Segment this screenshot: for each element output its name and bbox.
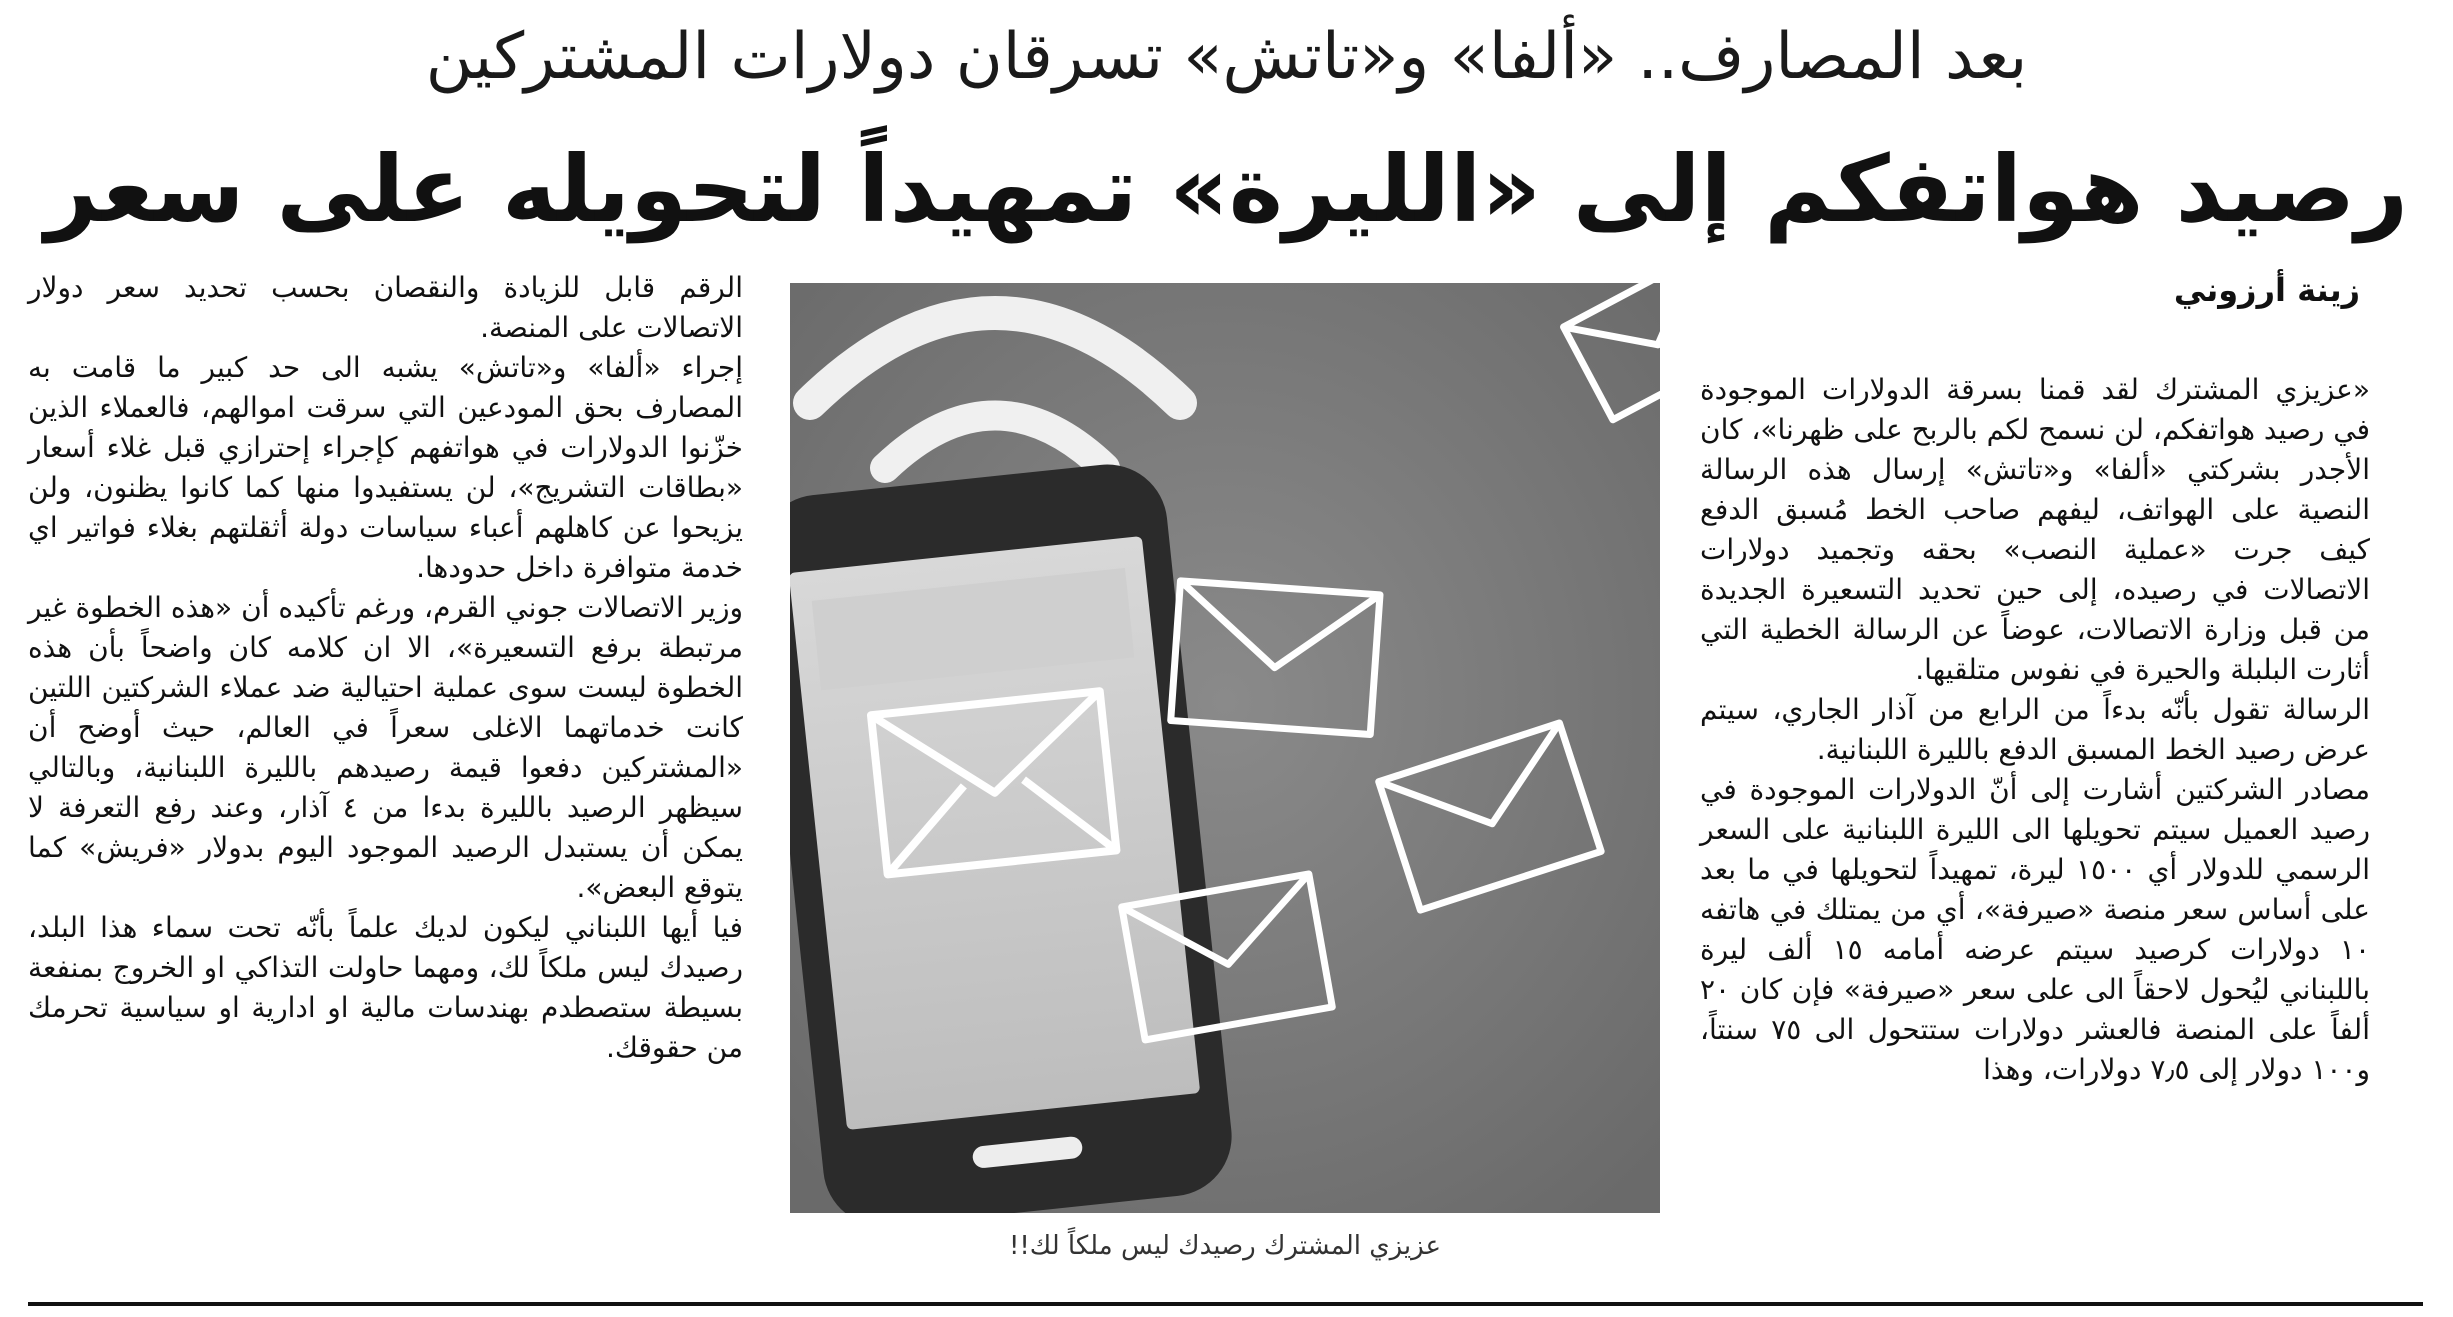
paragraph: الرقم قابل للزيادة والنقصان بحسب تحديد سعر دولار الاتصالات على المنصة. xyxy=(28,271,743,344)
smartphone-icon xyxy=(790,459,1238,1213)
article-column-right xyxy=(1700,370,2370,1090)
paragraph: إجراء «ألفا» و«تاتش» يشبه الى حد كبير ما قامت به المصارف بحق المودعين التي سرقت اموالهم، فالعملاء الذين خزّنوا الدولارات في هواتفهم كإجراء إحترازي قبل غلاء أسعار «بطاقات التشريج»، لن يستفيدوا منها كما كانوا يظنون، ولن يزيحوا عن كاهلهم أعباء سياسات دولة أثقلتهم بغلاء فواتير اي خدمة متوافرة داخل حدودها. xyxy=(28,351,743,584)
author-byline: زينة أرزوني xyxy=(2173,271,2360,309)
paragraph: وزير الاتصالات جوني القرم، ورغم تأكيده أن «هذه الخطوة غير مرتبطة برفع التسعيرة»، الا ان كلامه كان واضحاً بأن هذه الخطوة ليست سوى عملية احتيالية ضد عملاء الشركتين اللتين كانت خدماتهما الاغلى سعراً في العالم، حيث أوضح أن «المشتركين دفعوا قيمة رصيدهم بالليرة اللبنانية، وبالتالي سيظهر الرصيد بالليرة بدءا من ٤ آذار، وعند رفع التعرفة لا يمكن أن يستبدل الرصيد الموجود اليوم بدولار «فريش» كما يتوقع البعض». xyxy=(28,591,744,904)
article-photo xyxy=(790,283,1660,1213)
article-column-left xyxy=(28,268,743,1068)
article-headline: رصيد هواتفكم إلى «الليرة» تمهيداً لتحويله على سعر xyxy=(44,136,2409,243)
paragraph: مصادر الشركتين أشارت إلى أنّ الدولارات الموجودة في رصيد العميل سيتم تحويلها الى الليرة اللبنانية على السعر الرسمي للدولار أي ١٥٠٠ ليرة، تمهيداً لتحويلها في ما بعد على أساس سعر منصة «صيرفة»، أي من يمتلك في هاتفه ١٠ دولارات كرصيد سيتم عرضه أمامه ١٥ ألف ليرة باللبناني ليُحول لاحقاً الى على سعر «صيرفة» فإن كان ٢٠ ألفاً على المنصة فالعشر دولارات ستتحول الى ٧٥ سنتاً، و١٠٠ دولار إلى ٧٫٥ دولارات، وهذا xyxy=(1700,773,2370,1086)
paragraph: فيا أيها اللبناني ليكون لديك علماً بأنّه تحت سماء هذا البلد، رصيدك ليس ملكاً لك، ومهما حاولت التذاكي او الخروج بمنفعة بسيطة ستصطدم بهندسات مالية او ادارية او سياسية تحرمك من حقوقك. xyxy=(28,911,743,1064)
paragraph: الرسالة تقول بأنّه بدءاً من الرابع من آذار الجاري، سيتم عرض رصيد الخط المسبق الدفع بالليرة اللبنانية. xyxy=(1700,693,2370,766)
paragraph: «عزيزي المشترك لقد قمنا بسرقة الدولارات الموجودة في رصيد هواتفكم، لن نسمح لكم بالربح على ظهرنا»، كان الأجدر بشركتي «ألفا» و«تاتش» إرسال هذه الرسالة النصية على الهواتف، ليفهم صاحب الخط مُسبق الدفع كيف جرت «عملية النصب» بحقه وتجميد دولارات الاتصالات في رصيده، إلى حين تحديد التسعيرة الجديدة من قبل وزارة الاتصالات، عوضاً عن الرسالة الخطية التي أثارت البلبلة والحيرة في نفوس متلقيها. xyxy=(1700,373,2370,686)
photo-caption: عزيزي المشترك رصيدك ليس ملكاً لك!! xyxy=(1008,1231,1442,1261)
bottom-divider xyxy=(28,1302,2423,1306)
article-kicker: بعد المصارف.. «ألفا» و«تاتش» تسرقان دولارات المشتركين xyxy=(425,20,2028,94)
